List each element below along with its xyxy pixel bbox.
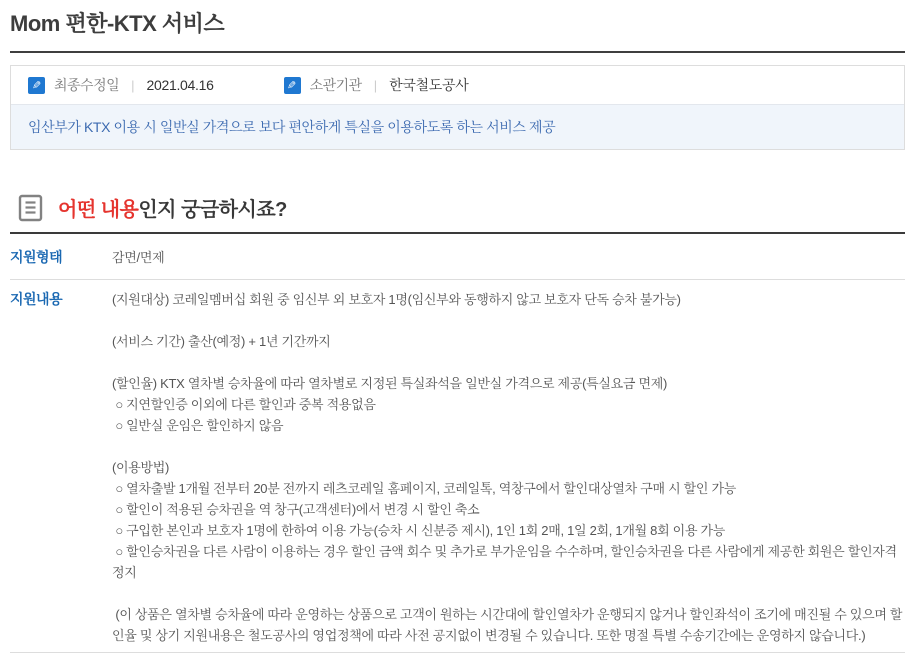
section-title-rest: 인지 궁금하시죠?	[138, 199, 287, 221]
meta-label: 소관기관	[309, 77, 362, 93]
content-line	[112, 436, 905, 457]
meta-separator: |	[131, 77, 135, 93]
meta-value-agency: 한국철도공사	[389, 77, 469, 93]
content-line	[112, 583, 905, 604]
section-header	[18, 193, 905, 222]
meta-row	[11, 66, 904, 104]
content-line	[112, 310, 905, 331]
content-line: ○ 열차출발 1개월 전부터 20분 전까지 레츠코레일 홈페이지, 코레일톡, 역창구에서 할인대상열차 구매 시 할인 가능	[112, 481, 736, 496]
row-content	[112, 289, 905, 646]
content-line: ○ 일반실 운임은 할인하지 않음	[112, 418, 284, 433]
edit-icon	[284, 77, 301, 94]
document-icon	[18, 194, 43, 222]
row-label: 지원내용	[10, 291, 63, 307]
service-detail-page	[0, 7, 915, 653]
content-line	[112, 352, 905, 373]
section-title-highlight: 어떤 내용	[58, 199, 139, 221]
content-line: (지원대상) 코레일멤버십 회원 중 임신부 외 보호자 1명(임신부와 동행하지 않고 보호자 단독 승차 불가능)	[112, 292, 681, 307]
page-title: Mom 편한-KTX 서비스	[10, 11, 225, 36]
content-line: (서비스 기간) 출산(예정) + 1년 기간까지	[112, 334, 331, 349]
title-divider	[10, 51, 905, 53]
meta-item-last-modified	[28, 75, 214, 95]
content-line: ○ 할인승차권을 다른 사람이 이용하는 경우 할인 금액 회수 및 추가로 부가운임을 수수하며, 할인승차권을 다른 사람에게 제공한 회원은 할인자격 정지	[112, 544, 901, 580]
row-content	[112, 247, 905, 268]
content-line: ○ 구입한 본인과 보호자 1명에 한하여 이용 가능(승차 시 신분증 제시), 1인 1회 2매, 1일 2회, 1개월 8회 이용 가능	[112, 523, 726, 538]
content-line: (할인율) KTX 열차별 승차율에 따라 열차별로 지정된 특실좌석을 일반실 가격으로 제공(특실요금 면제)	[112, 376, 667, 391]
meta-separator: |	[373, 77, 378, 93]
table-row-support-detail	[10, 280, 905, 653]
content-line: (이용방법)	[112, 460, 170, 475]
section-title	[58, 193, 287, 222]
edit-icon	[28, 77, 45, 94]
support-info-table	[10, 234, 905, 653]
row-label: 지원형태	[10, 249, 63, 265]
service-info-box	[10, 65, 905, 150]
content-line: ○ 지연할인증 이외에 다른 할인과 중복 적용없음	[112, 397, 376, 412]
meta-item-agency	[284, 75, 469, 95]
content-line: ○ 할인이 적용된 승차권을 역 창구(고객센터)에서 변경 시 할인 축소	[112, 502, 480, 517]
meta-label: 최종수정일	[54, 77, 120, 93]
table-row-support-type	[10, 234, 905, 280]
content-line: (이 상품은 열차별 승차율에 따라 운영하는 상품으로 고객이 원하는 시간대에 할인열차가 운행되지 않거나 할인좌석이 조기에 매진될 수 있으며 할인율 및 상기 지원내용은 철도공사의 영업정책에 따라 사전 공지없이 변경될 수 있습니다. 또한 명절 특별 수송기간에는 운영하지 않습니다.)	[112, 607, 903, 643]
content-line: 감면/면제	[112, 250, 165, 265]
service-summary-banner: 임산부가 KTX 이용 시 일반실 가격으로 보다 편안하게 특실을 이용하도록 하는 서비스 제공	[11, 104, 904, 149]
meta-value-date: 2021.04.16	[146, 77, 214, 93]
